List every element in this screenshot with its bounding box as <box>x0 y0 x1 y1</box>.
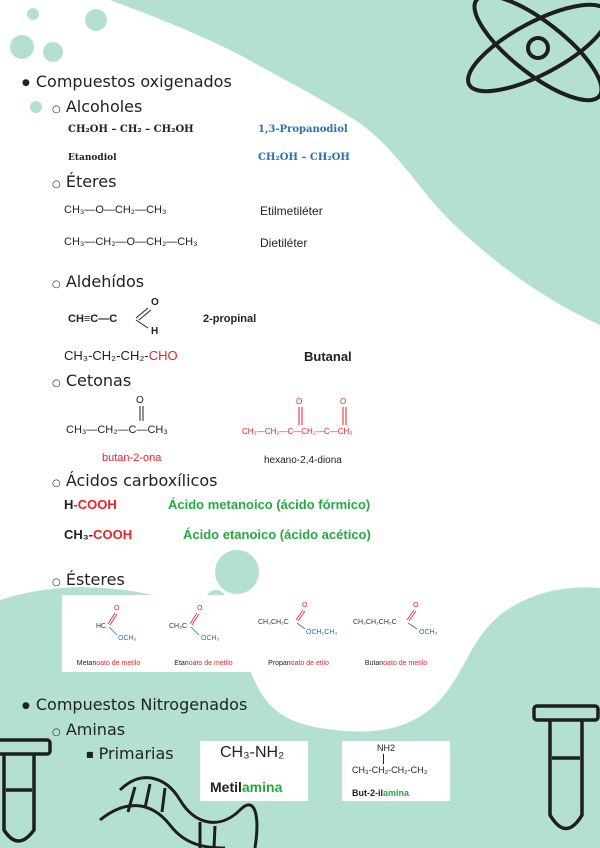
heading-aldehidos: ○ Aldehídos <box>52 272 145 291</box>
alcohol-formula-2: CH₂OH – CH₂OH <box>258 152 350 163</box>
svg-text:O: O <box>302 602 308 609</box>
butanona-double-bond <box>136 405 148 423</box>
ester-4-name: Butanoato de metilo <box>364 660 428 667</box>
ether-formula-2: CH₃—CH₂—O—CH₂—CH₃ <box>64 236 198 248</box>
acid-formula-2: CH₃-COOH <box>64 527 133 542</box>
hexano-chain: CH₃—CH₂—C—CH₂—C—CH₃ <box>242 427 353 436</box>
acid-name-2: Ácido etanoico (ácido acético) <box>183 527 371 542</box>
svg-text:O: O <box>197 605 203 612</box>
butanona-chain: CH₃—CH₂—C—CH₃ <box>66 424 168 436</box>
acid-name-1: Ácido metanoico (ácido fórmico) <box>168 497 371 512</box>
svg-text:OCH₂CH₃: OCH₂CH₃ <box>306 629 338 636</box>
butanona-name: butan-2-ona <box>102 452 162 464</box>
hexano-double-bonds <box>296 405 352 427</box>
ester-card-4 <box>349 596 443 671</box>
ester-card-2 <box>159 596 248 671</box>
ester-1-prefix: HC <box>96 623 107 630</box>
ether-formula-1: CH₃—O—CH₂—CH₃ <box>64 204 167 216</box>
ester-3-name: Propanoato de etilo <box>268 660 329 667</box>
acid-formula-1: H-COOH <box>64 497 117 512</box>
ester-1-name: Metanoato de metilo <box>76 660 141 667</box>
svg-text:O: O <box>413 602 419 609</box>
heading-esteres: ○ Ésteres <box>52 570 125 589</box>
propinal-chain: CH≡C—C <box>68 313 118 325</box>
butanal-formula: CH₃-CH₂-CH₂-CHO <box>64 348 178 363</box>
alcohol-name-1: 1,3-Propanodiol <box>258 124 348 135</box>
section-oxygenated: ● Compuestos oxigenados <box>22 72 232 91</box>
svg-text:OCH₃: OCH₃ <box>419 629 438 636</box>
svg-text:CH₃CH₂CH₂C: CH₃CH₂CH₂C <box>353 619 397 626</box>
ether-name-1: Etilmetiléter <box>260 204 323 218</box>
svg-text:O: O <box>114 605 120 612</box>
heading-eteres: ○ Éteres <box>52 172 117 191</box>
butanal-name: Butanal <box>304 349 352 364</box>
heading-alcoholes: ○ Alcoholes <box>52 97 143 116</box>
hexano-o2: O <box>340 397 347 406</box>
butanona-o: O <box>136 395 144 406</box>
ester-card-1 <box>64 596 153 671</box>
heading-aminas: ○ Aminas <box>52 720 126 739</box>
ether-name-2: Dietiléter <box>260 236 308 250</box>
hexano-o1: O <box>296 397 303 406</box>
ester-card-3 <box>254 596 343 671</box>
ester-2-name: Etanoato de metilo <box>174 660 233 667</box>
hexano-name: hexano-2,4-diona <box>264 455 342 466</box>
bubble-circles <box>27 8 39 20</box>
heading-cetonas: ○ Cetonas <box>52 371 132 390</box>
alcohol-formula-1: CH₂OH – CH₂ – CH₂OH <box>68 124 194 135</box>
svg-text:CH₃C: CH₃C <box>169 623 188 630</box>
svg-text:OCH₃: OCH₃ <box>201 635 220 642</box>
amine-card-2: NH2 CH₃-CH₂-CH₂-CH₃ But-2-ilamina <box>342 741 450 801</box>
amine-card-1: CH₃-NH₂ Metilamina <box>200 741 308 801</box>
svg-text:CH₃CH₂C: CH₃CH₂C <box>258 619 289 626</box>
alcohol-name-2: Etanodiol <box>68 153 117 163</box>
svg-text:OCH₃: OCH₃ <box>118 635 137 642</box>
heading-acidos: ○ Ácidos carboxílicos <box>52 471 218 490</box>
propinal-name: 2-propinal <box>203 313 257 325</box>
section-nitrogenated: ● Compuestos Nitrogenados <box>22 695 248 714</box>
propinal-o: O <box>151 297 159 308</box>
heading-primarias: ■ Primarias <box>86 744 174 763</box>
propinal-h: H <box>151 326 159 337</box>
